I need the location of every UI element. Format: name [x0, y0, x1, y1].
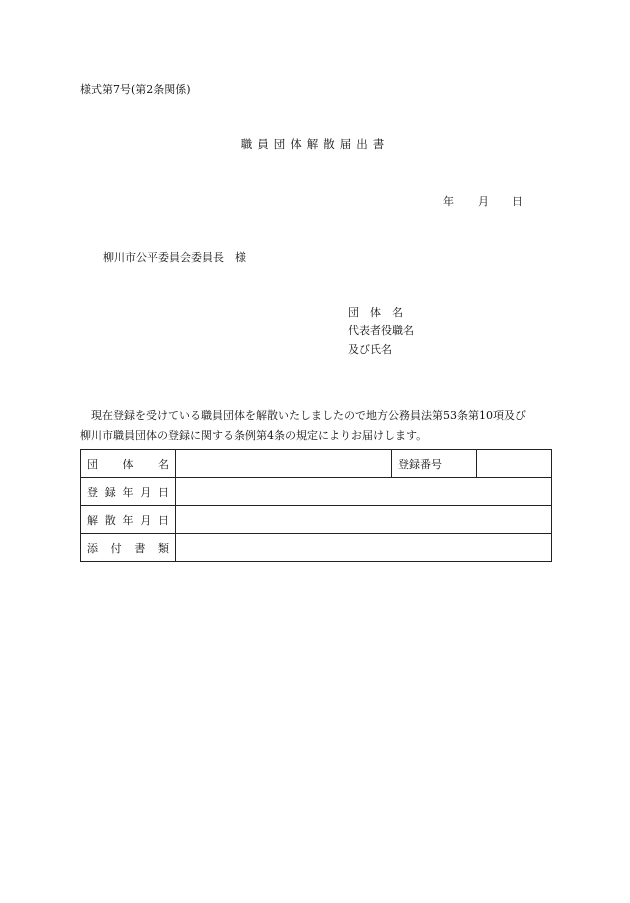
table-label-cell	[81, 506, 176, 534]
label-char: 登	[398, 457, 409, 471]
label-char: 日	[158, 485, 169, 499]
attached-documents-row-label	[87, 540, 169, 556]
date-day-label: 日	[512, 195, 523, 208]
label-char: 録	[409, 457, 420, 471]
label-char: 登	[87, 485, 98, 499]
representative-name-label: 及び氏名	[348, 343, 392, 356]
label-char: 添	[87, 541, 98, 555]
representative-title-label: 代表者役職名	[348, 324, 414, 337]
notification-body	[80, 406, 560, 446]
body-line-2: 柳川市職員団体の登録に関する条例第4条の規定によりお届けします。	[80, 429, 428, 442]
registration-date-row-label	[87, 484, 169, 500]
label-char: 日	[158, 513, 169, 527]
label-char: 散	[104, 513, 116, 527]
registration-date-value-cell[interactable]	[176, 478, 552, 506]
label-char: 録	[104, 485, 116, 499]
label-char: 団	[87, 457, 98, 471]
table-row	[81, 478, 552, 506]
table-row	[81, 534, 552, 562]
document-title: 職員団体解散届出書	[240, 137, 390, 151]
addressee: 柳川市公平委員会委員長 様	[103, 251, 246, 264]
date-year-label: 年	[443, 195, 454, 208]
label-char: 体	[122, 457, 134, 471]
label-char: 年	[122, 485, 134, 499]
label-char: 号	[431, 457, 442, 471]
dissolution-date-row-label	[87, 512, 169, 528]
table-row	[81, 450, 552, 478]
dissolution-date-value-cell[interactable]	[176, 506, 552, 534]
label-char: 解	[87, 513, 98, 527]
attached-documents-value-cell[interactable]	[176, 534, 552, 562]
label-char: 類	[157, 541, 169, 555]
dissolution-info-table	[80, 449, 552, 562]
label-char: 付	[110, 541, 122, 555]
label-char: 月	[140, 485, 152, 499]
label-char: 年	[122, 513, 134, 527]
label-char: 月	[140, 513, 152, 527]
label-char: 番	[420, 457, 431, 471]
table-label-cell	[392, 450, 477, 478]
registration-number-label	[398, 458, 442, 471]
label-char: 名	[158, 457, 169, 471]
table-label-cell	[81, 450, 176, 478]
table-label-cell	[81, 478, 176, 506]
form-number: 様式第7号(第2条関係)	[80, 83, 191, 96]
table-row	[81, 506, 552, 534]
label-char: 書	[134, 541, 146, 555]
date-month-label: 月	[478, 195, 489, 208]
body-line-1: 現在登録を受けている職員団体を解散いたしましたので地方公務員法第53条第10項及び	[91, 409, 526, 422]
registration-number-value-cell[interactable]	[477, 450, 552, 478]
table-label-cell	[81, 534, 176, 562]
group-name-label: 団 体 名	[348, 306, 403, 319]
group-name-row-label	[87, 456, 169, 472]
group-name-value-cell[interactable]	[176, 450, 392, 478]
